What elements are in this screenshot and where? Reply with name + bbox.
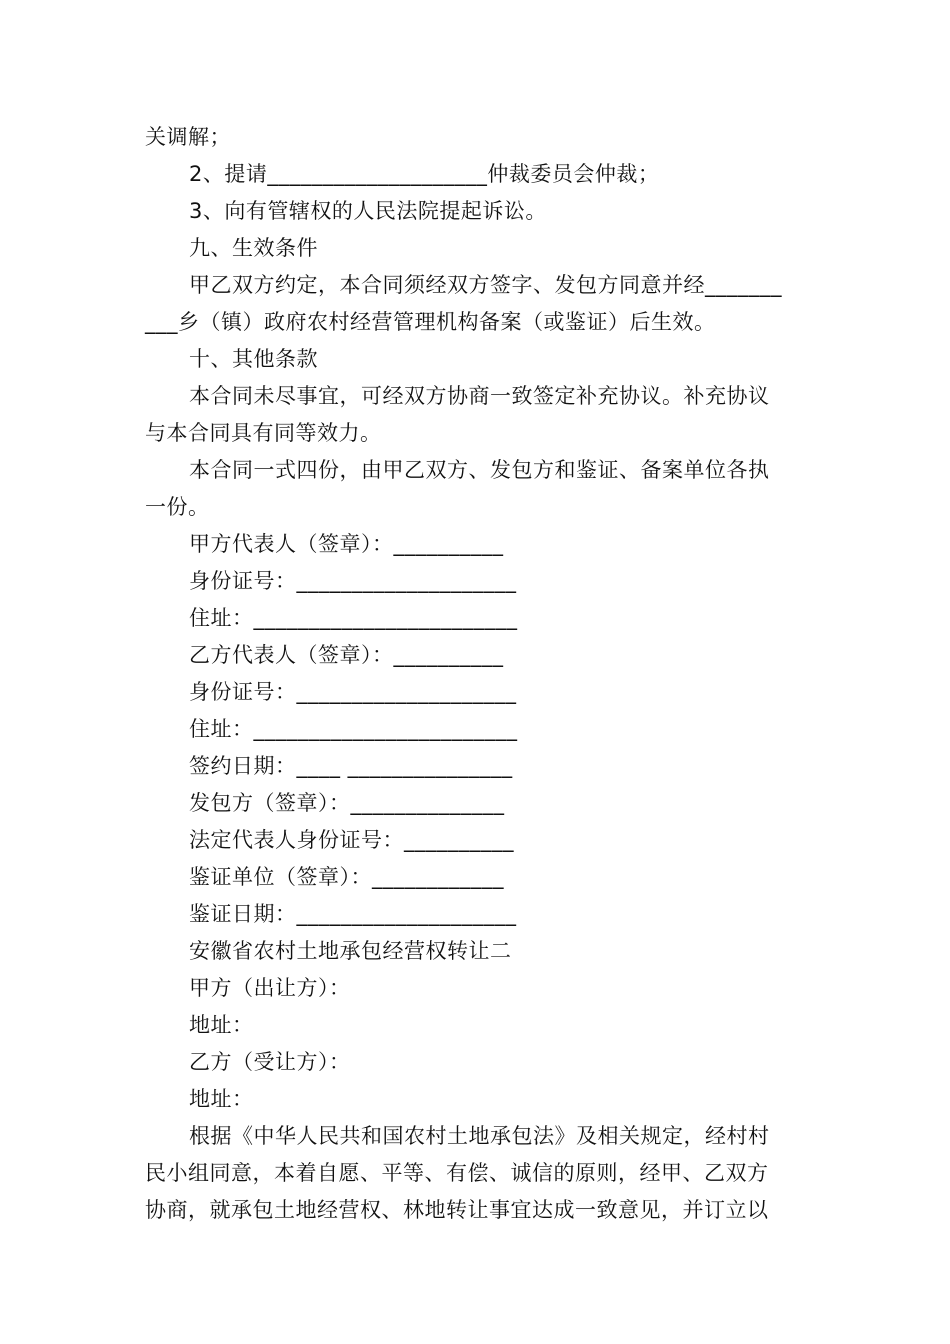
paragraph-line: 甲乙双方约定，本合同须经双方签字、发包方同意并经_______ [189,273,782,297]
paragraph-line: 与本合同具有同等效力。 [145,421,382,445]
text-line: 关调解； [145,125,231,149]
document-subtitle: 安徽省农村土地承包经营权转让二 [189,939,512,963]
paragraph-line: 一份。 [145,495,210,519]
paragraph-line: 民小组同意，本着自愿、平等、有偿、诚信的原则，经甲、乙双方 [145,1161,769,1185]
litigation-line: 3、向有管辖权的人民法院提起诉讼。 [189,199,547,223]
sign-date-field: 签约日期：____ _______________ [189,754,513,778]
party-b-label: 乙方（受让方）： [189,1050,351,1074]
certify-date-field: 鉴证日期：____________________ [189,902,517,926]
paragraph-line: 根据《中华人民共和国农村土地承包法》及相关规定，经村村 [189,1124,770,1148]
party-b-address-field: 住址：________________________ [189,717,518,741]
party-a-address-field: 住址：________________________ [189,606,518,630]
paragraph-line: ___乡（镇）政府农村经营管理机构备案（或鉴证）后生效。 [145,310,716,334]
party-b-address-label: 地址： [189,1087,254,1111]
paragraph-line: 协商，就承包土地经营权、林地转让事宜达成一致意见，并订立以 [145,1198,769,1222]
party-a-address-label: 地址： [189,1013,254,1037]
party-b-id-field: 身份证号：____________________ [189,680,517,704]
party-a-rep-field: 甲方代表人（签章）：__________ [189,532,504,556]
certifier-seal-field: 鉴证单位（签章）：____________ [189,865,504,889]
party-b-rep-field: 乙方代表人（签章）：__________ [189,643,504,667]
legal-rep-id-field: 法定代表人身份证号：__________ [189,828,514,852]
party-a-id-field: 身份证号：____________________ [189,569,517,593]
paragraph-line: 本合同一式四份，由甲乙双方、发包方和鉴证、备案单位各执 [189,458,770,482]
party-a-label: 甲方（出让方）： [189,976,351,1000]
paragraph-line: 本合同未尽事宜，可经双方协商一致签定补充协议。补充协议 [189,384,770,408]
section-heading-effective: 九、生效条件 [189,236,318,260]
issuer-seal-field: 发包方（签章）：______________ [189,791,505,815]
section-heading-other: 十、其他条款 [189,347,318,371]
arbitration-line: 2、提请____________________仲裁委员会仲裁； [189,162,660,186]
